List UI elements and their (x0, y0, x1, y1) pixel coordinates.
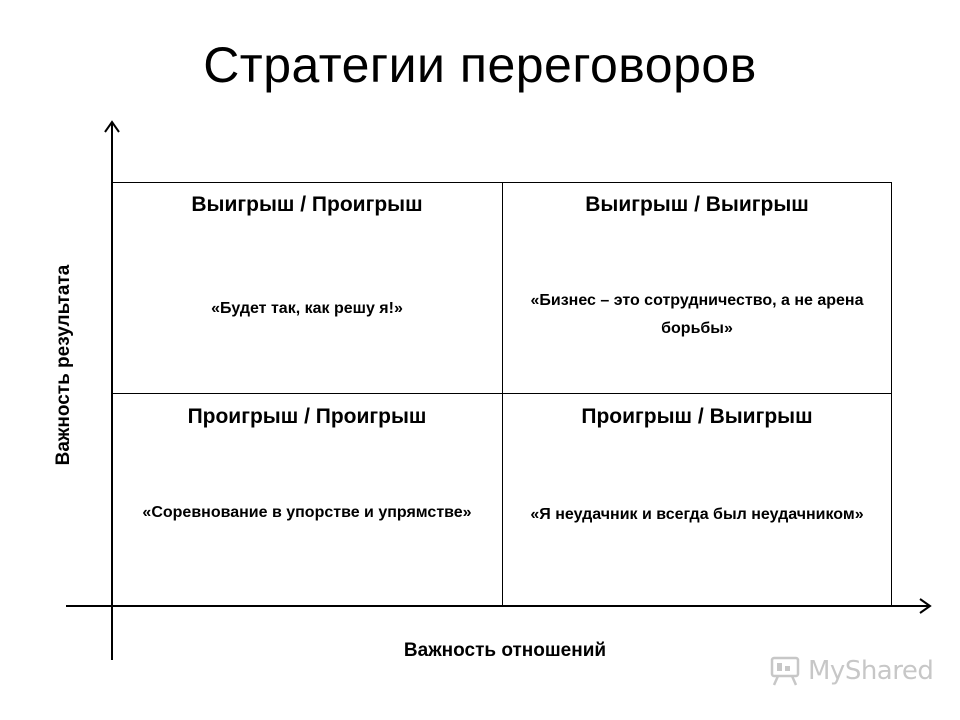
x-axis-label: Важность отношений (403, 640, 607, 661)
quadrant-heading: Проигрыш / Выигрыш (581, 405, 813, 428)
quadrant-heading: Выигрыш / Проигрыш (191, 193, 423, 216)
quadrant-win-lose (112, 183, 502, 395)
quadrant-win-win (502, 183, 892, 395)
quadrant-heading: Выигрыш / Выигрыш (585, 193, 809, 216)
page-title: Стратегии переговоров (203, 37, 757, 93)
watermark-text: MyShared (808, 656, 934, 686)
quadrant-quote: «Соревнование в упорстве и упрямстве» (142, 504, 472, 521)
quadrant-lose-win (502, 395, 892, 607)
quadrant-quote: «Я неудачник и всегда был неудачником» (530, 506, 864, 523)
strategy-matrix (112, 182, 892, 606)
quadrant-heading: Проигрыш / Проигрыш (187, 405, 427, 428)
quadrant-quote: «Будет так, как решу я!» (211, 300, 403, 317)
watermark-logo (768, 654, 934, 688)
y-axis-label: Важность результата (53, 264, 74, 466)
quadrant-lose-lose (112, 395, 502, 607)
quadrant-quote: «Бизнес – это сотрудничество, а не арена борьбы» (530, 292, 864, 337)
presentation-board-icon (768, 654, 804, 688)
